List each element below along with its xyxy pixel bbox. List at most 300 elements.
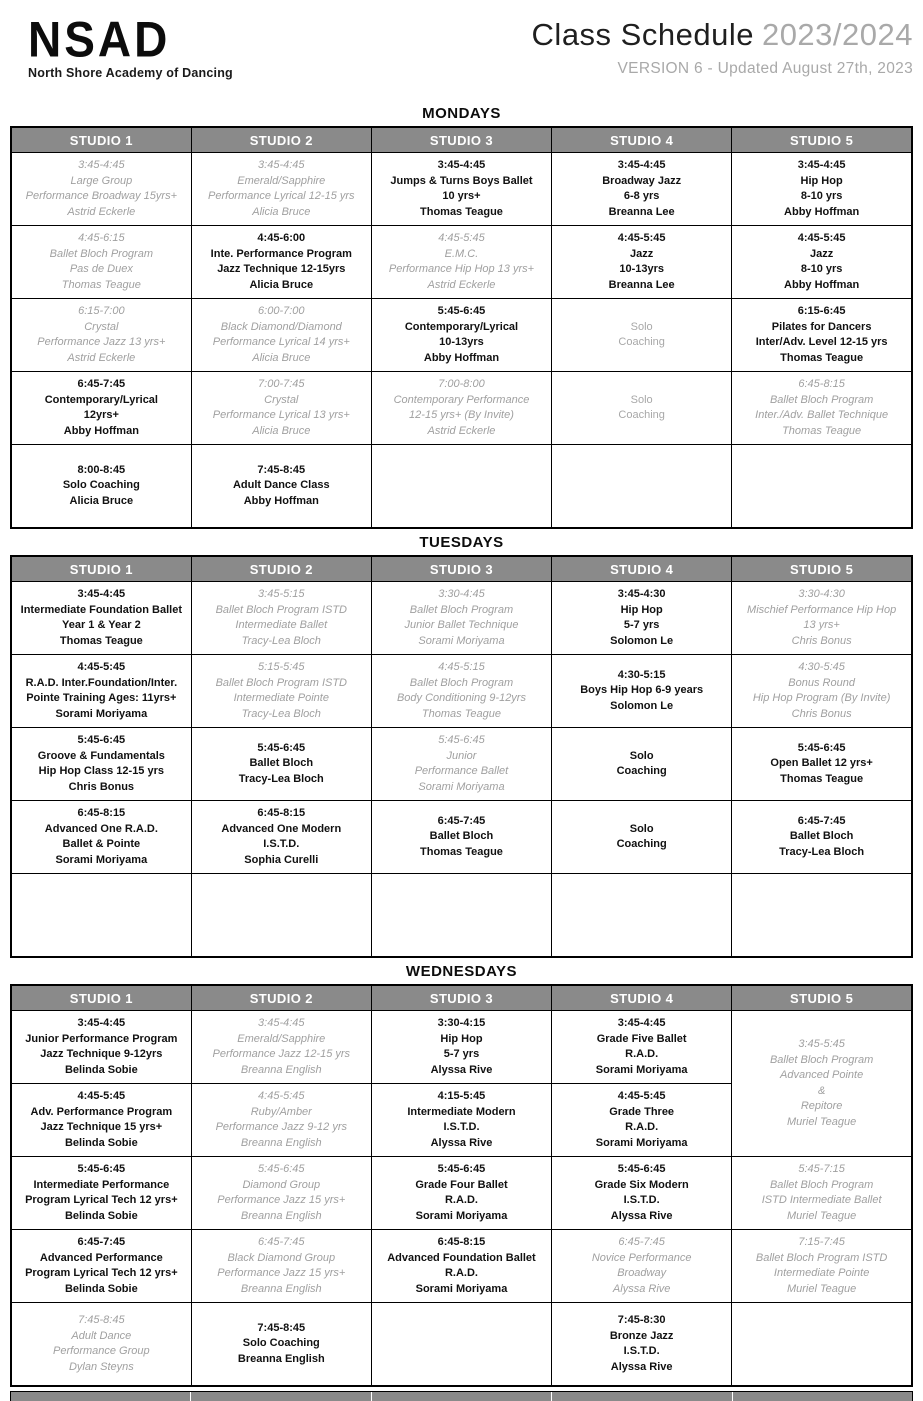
class-line: 5-7 yrs [623, 619, 660, 631]
class-cell [11, 299, 191, 372]
wednesdays-schedule-table [10, 984, 913, 1387]
class-line: Thomas Teague [420, 845, 503, 858]
class-line: Alyssa Rive [612, 1282, 671, 1295]
studio-header: STUDIO 5 [732, 985, 912, 1011]
class-cell [732, 801, 912, 874]
class-line: Tracy-Lea Bloch [241, 634, 321, 647]
class-cell [191, 582, 371, 655]
class-line: 4:45-5:45 [258, 1090, 305, 1102]
class-cell [552, 1084, 732, 1157]
schedule-row [11, 226, 912, 299]
class-cell [732, 1157, 912, 1230]
tuesdays-schedule-table [10, 555, 913, 958]
class-cell [732, 1011, 912, 1157]
class-cell [552, 1157, 732, 1230]
schedule-row [11, 1011, 912, 1084]
class-line: Repitore [800, 1100, 843, 1112]
class-line: 3:30-4:30 [798, 588, 845, 600]
class-line: Performance Jazz 12-15 yrs [212, 1048, 351, 1060]
class-line: Inter/Adv. Level 12-15 yrs [755, 336, 888, 348]
class-line: Sorami Moriyama [418, 634, 505, 647]
class-line: Alicia Bruce [252, 351, 311, 364]
class-line: Sorami Moriyama [595, 1063, 688, 1076]
studio-header: STUDIO 4 [552, 127, 732, 153]
class-line: Performance Hip Hop 13 yrs+ [388, 263, 535, 275]
class-cell [552, 153, 732, 226]
class-line: Broadway Jazz [602, 174, 682, 187]
class-line: Advanced Pointe [780, 1069, 864, 1081]
class-cell [191, 299, 371, 372]
class-line: Advanced Foundation Ballet [387, 1251, 536, 1264]
class-line: 3:45-4:45 [617, 1017, 666, 1029]
class-cell [191, 1011, 371, 1084]
class-line: Hip Hop Class 12-15 yrs [38, 765, 165, 777]
class-line: Thomas Teague [780, 772, 864, 785]
class-line: Solo Coaching [62, 479, 140, 492]
studio-header: STUDIO 1 [11, 985, 191, 1011]
studio-header-row [11, 556, 912, 582]
class-line: Jazz [810, 247, 834, 260]
class-line: 6:45-7:45 [797, 814, 846, 827]
class-line: Solo [629, 749, 654, 762]
cutoff-header-cell [11, 1392, 191, 1401]
class-line: E.M.C. [444, 247, 479, 260]
schedule-row [11, 874, 912, 958]
class-cell [371, 153, 551, 226]
empty-cell [732, 874, 912, 958]
empty-cell [732, 445, 912, 529]
schedule-row [11, 728, 912, 801]
class-line: 6:15-6:45 [797, 305, 846, 317]
class-line: Ruby/Amber [250, 1105, 312, 1118]
class-line: Solo [630, 393, 653, 406]
class-line: Junior [446, 749, 477, 762]
class-cell [552, 1011, 732, 1084]
empty-cell [552, 445, 732, 529]
class-line: Ballet Bloch [789, 830, 854, 843]
class-line: Solomon Le [610, 634, 674, 647]
class-line: Performance Broadway 15yrs+ [25, 190, 177, 202]
class-line: Performance Jazz 13 yrs+ [37, 336, 166, 348]
class-cell [552, 801, 732, 874]
logo-tagline: North Shore Academy of Dancing [28, 66, 233, 80]
class-line: 3:30-4:45 [438, 588, 485, 600]
schedule-row [11, 1303, 912, 1387]
class-line: Performance Group [53, 1345, 150, 1357]
class-cell [11, 445, 191, 529]
class-line: Hip Hop [620, 603, 663, 616]
class-line: Alicia Bruce [252, 424, 311, 437]
class-line: 3:45-4:45 [437, 159, 486, 171]
class-line: Performance Ballet [414, 765, 509, 777]
class-line: Intermediate Foundation Ballet [20, 603, 183, 616]
class-line: Belinda Sobie [64, 1063, 138, 1076]
class-line: Chris Bonus [791, 634, 852, 647]
class-cell [732, 728, 912, 801]
class-line: R.A.D. [625, 1121, 659, 1133]
class-line: Program Lyrical Tech 12 yrs+ [25, 1267, 178, 1279]
class-line: 5:45-6:45 [437, 305, 486, 317]
class-line: Breanna Lee [608, 205, 675, 218]
class-line: 4:45-5:45 [77, 661, 126, 673]
class-line: Breanna English [237, 1352, 325, 1365]
class-line: 13 yrs+ [803, 619, 840, 631]
class-line: I.S.T.D. [443, 1121, 480, 1133]
class-cell [552, 372, 732, 445]
class-line: 8-10 yrs [800, 190, 843, 202]
class-cell [732, 582, 912, 655]
class-line: Sorami Moriyama [595, 1136, 688, 1149]
class-line: 5:45-6:45 [797, 741, 846, 754]
class-cell [371, 1011, 551, 1084]
class-line: 3:45-4:45 [78, 159, 125, 171]
class-line: Sorami Moriyama [415, 1209, 508, 1222]
class-line: Jazz Technique 15 yrs+ [40, 1121, 163, 1133]
class-line: Jazz Technique 12-15yrs [217, 263, 346, 275]
class-line: 3:45-5:15 [258, 588, 305, 600]
class-line: 10-13yrs [619, 263, 664, 275]
class-cell [11, 1157, 191, 1230]
class-line: Tracy-Lea Bloch [238, 772, 324, 785]
class-cell [11, 1230, 191, 1303]
class-line: Thomas Teague [421, 707, 502, 720]
class-cell [191, 372, 371, 445]
class-line: Sorami Moriyama [415, 1282, 508, 1295]
class-line: Sorami Moriyama [418, 780, 505, 793]
class-line: Boys Hip Hop 6-9 years [580, 684, 704, 697]
class-line: 7:00-8:00 [438, 378, 485, 390]
studio-header: STUDIO 1 [11, 127, 191, 153]
class-line: Solomon Le [610, 699, 674, 712]
class-line: 6:45-8:15 [798, 378, 845, 390]
class-line: 6:45-7:45 [77, 378, 126, 390]
class-line: Body Conditioning 9-12yrs [396, 692, 526, 704]
class-line: Adult Dance Class [232, 479, 330, 492]
studio-header: STUDIO 5 [732, 127, 912, 153]
class-line: Pas de Duex [69, 263, 133, 275]
class-line: Intermediate Pointe [773, 1267, 870, 1279]
class-line: Ballet Bloch Program [409, 676, 514, 689]
class-line: 5:45-6:45 [438, 734, 485, 746]
class-line: 5:45-6:45 [77, 734, 126, 746]
class-line: 6:45-8:15 [257, 807, 306, 819]
class-line: 7:15-7:45 [798, 1236, 845, 1248]
class-line: Performance Jazz 15 yrs+ [217, 1194, 346, 1206]
class-line: 4:45-5:45 [617, 1090, 666, 1102]
class-line: Tracy-Lea Bloch [779, 845, 865, 858]
class-line: Hip Hop Program (By Invite) [752, 692, 891, 704]
class-line: Ballet Bloch [429, 830, 494, 843]
class-line: Muriel Teague [786, 1209, 857, 1222]
schedule-row [11, 153, 912, 226]
class-line: Hip Hop [800, 174, 843, 187]
cutoff-table-header [10, 1391, 913, 1401]
class-line: Black Diamond Group [227, 1251, 336, 1264]
class-line: Thomas Teague [59, 634, 143, 647]
class-cell [371, 1230, 551, 1303]
class-cell [732, 372, 912, 445]
class-line: Alyssa Rive [610, 1209, 673, 1222]
class-line: Ballet & Pointe [62, 838, 141, 850]
day-title-wednesdays: WEDNESDAYS [405, 963, 518, 980]
class-line: Alyssa Rive [430, 1136, 493, 1149]
class-line: Solo Coaching [242, 1337, 320, 1350]
class-cell [552, 655, 732, 728]
class-line: Contemporary/Lyrical [44, 393, 158, 406]
class-cell [371, 1157, 551, 1230]
class-line: Belinda Sobie [64, 1282, 138, 1295]
class-line: Thomas Teague [61, 278, 141, 291]
class-line: 4:45-5:45 [77, 1090, 126, 1102]
schedule-row [11, 1230, 912, 1303]
class-cell [11, 153, 191, 226]
nsad-logo: NSAD [28, 10, 171, 68]
empty-cell [371, 445, 551, 529]
class-cell [732, 655, 912, 728]
schedule-row [11, 801, 912, 874]
class-line: Contemporary/Lyrical [404, 320, 519, 333]
class-line: Sophia Curelli [244, 853, 319, 866]
title-block [532, 8, 913, 78]
class-line: 4:45-6:00 [257, 232, 306, 244]
class-line: 7:45-8:30 [617, 1314, 666, 1326]
class-line: 10 yrs+ [442, 190, 481, 202]
class-line: Solo [629, 822, 654, 835]
class-cell [11, 226, 191, 299]
day-title-mondays: MONDAYS [422, 105, 501, 122]
class-line: Inter./Adv. Ballet Technique [755, 409, 889, 421]
class-cell [191, 801, 371, 874]
class-line: Thomas Teague [420, 205, 503, 218]
class-line: Mischief Performance Hip Hop [747, 603, 897, 616]
class-line: Jumps & Turns Boys Ballet [390, 174, 533, 187]
class-cell [732, 299, 912, 372]
class-line: Pointe Training Ages: 11yrs+ [26, 692, 177, 704]
class-line: 4:15-5:45 [437, 1090, 486, 1102]
class-line: 8-10 yrs [800, 263, 843, 275]
class-line: Coaching [618, 409, 665, 421]
class-line: 6-8 yrs [623, 190, 660, 202]
studio-header: STUDIO 2 [191, 985, 371, 1011]
class-line: Ballet Bloch Program ISTD [755, 1251, 888, 1264]
class-line: 6:45-7:45 [437, 814, 486, 827]
studio-header: STUDIO 3 [371, 556, 551, 582]
class-cell [11, 372, 191, 445]
class-cell [371, 801, 551, 874]
class-line: 7:45-8:45 [257, 463, 306, 476]
class-cell [11, 801, 191, 874]
class-line: Advanced One Modern [221, 822, 342, 835]
studio-header: STUDIO 5 [732, 556, 912, 582]
class-line: 3:45-5:45 [798, 1038, 845, 1050]
class-line: Black Diamond/Diamond [220, 320, 342, 333]
class-line: Ballet Bloch Program ISTD [215, 603, 347, 616]
empty-cell [191, 874, 371, 958]
class-line: 5:45-6:45 [617, 1163, 666, 1175]
class-line: Advanced Performance [39, 1251, 163, 1264]
cutoff-header-cell [372, 1392, 552, 1401]
class-line: I.S.T.D. [263, 838, 300, 850]
class-line: Diamond Group [242, 1178, 321, 1191]
class-line: Ballet Bloch [249, 757, 314, 770]
class-line: Broadway [617, 1267, 667, 1279]
class-line: Groove & Fundamentals [37, 749, 165, 762]
class-cell [191, 728, 371, 801]
class-line: 4:45-5:45 [438, 232, 485, 244]
schedule-row [11, 445, 912, 529]
class-line: Alicia Bruce [69, 494, 134, 507]
logo-block [10, 8, 233, 80]
day-title-tuesdays: TUESDAYS [419, 534, 504, 551]
cutoff-header-cell [552, 1392, 732, 1401]
class-line: Inte. Performance Program [210, 247, 352, 260]
cutoff-header-cell [733, 1392, 912, 1401]
studio-header: STUDIO 2 [191, 127, 371, 153]
class-line: Coaching [616, 765, 667, 777]
class-line: Abby Hoffman [423, 351, 500, 364]
schedule-row [11, 299, 912, 372]
class-cell [552, 728, 732, 801]
class-line: Alicia Bruce [249, 278, 314, 291]
class-cell [371, 372, 551, 445]
class-line: Emerald/Sapphire [237, 174, 326, 187]
class-cell [732, 226, 912, 299]
empty-cell [552, 874, 732, 958]
class-line: Alicia Bruce [252, 205, 311, 218]
class-line: Breanna English [240, 1282, 322, 1295]
class-line: 6:45-7:45 [77, 1236, 126, 1248]
class-line: Performance Lyrical 13 yrs+ [212, 409, 350, 421]
class-line: 3:45-4:45 [258, 1017, 305, 1029]
class-line: Pilates for Dancers [771, 320, 872, 333]
class-line: R.A.D. [625, 1048, 659, 1060]
page-title-row [532, 18, 913, 52]
studio-header-row [11, 127, 912, 153]
class-line: Intermediate Modern [407, 1105, 516, 1118]
class-cell [371, 582, 551, 655]
class-line: 4:45-5:45 [797, 232, 846, 244]
class-line: Belinda Sobie [64, 1209, 138, 1222]
studio-header-row [11, 985, 912, 1011]
class-cell [552, 582, 732, 655]
class-cell [552, 1230, 732, 1303]
empty-cell [371, 1303, 551, 1387]
class-line: 6:00-7:00 [258, 305, 305, 317]
class-cell [371, 655, 551, 728]
class-line: Intermediate Pointe [233, 692, 329, 704]
class-cell [191, 1157, 371, 1230]
schedule-row [11, 655, 912, 728]
class-line: Thomas Teague [782, 424, 862, 437]
class-cell [371, 1084, 551, 1157]
class-line: Alyssa Rive [430, 1063, 493, 1076]
class-cell [11, 728, 191, 801]
class-line: R.A.D. Inter.Foundation/Inter. [25, 676, 178, 689]
class-line: Junior Performance Program [25, 1032, 178, 1045]
page-title: Class Schedule [531, 17, 754, 52]
class-line: 4:45-5:15 [438, 661, 485, 673]
class-line: Adult Dance [71, 1329, 132, 1342]
class-line: 5:15-5:45 [258, 661, 305, 673]
class-line: Breanna English [240, 1136, 322, 1149]
class-line: 5:45-6:45 [437, 1163, 486, 1175]
empty-cell [371, 874, 551, 958]
schedule-row [11, 582, 912, 655]
class-cell [11, 1084, 191, 1157]
class-line: Performance Jazz 15 yrs+ [217, 1267, 346, 1279]
class-line: 3:45-4:45 [77, 588, 126, 600]
class-cell [191, 655, 371, 728]
class-line: 5-7 yrs [443, 1048, 480, 1060]
studio-header: STUDIO 3 [371, 127, 551, 153]
class-line: Abby Hoffman [63, 424, 139, 437]
page-header [10, 8, 913, 100]
class-line: Junior Ballet Technique [404, 619, 519, 631]
schedule-year: 2023/2024 [761, 17, 913, 52]
class-cell [732, 1230, 912, 1303]
class-cell [11, 655, 191, 728]
class-line: 12-15 yrs+ (By Invite) [409, 409, 514, 421]
class-line: Belinda Sobie [64, 1136, 138, 1149]
class-line: 6:45-7:45 [258, 1236, 305, 1248]
class-cell [552, 299, 732, 372]
class-line: Bronze Jazz [609, 1329, 674, 1342]
version-note: VERSION 6 - Updated August 27th, 2023 [617, 60, 913, 77]
class-line: Ballet Bloch Program [769, 1178, 874, 1191]
class-line: Astrid Eckerle [427, 424, 496, 437]
class-cell [191, 1303, 371, 1387]
class-line: Breanna Lee [608, 278, 675, 291]
class-line: 3:45-4:45 [617, 159, 666, 171]
class-line: Thomas Teague [780, 351, 864, 364]
class-line: 4:30-5:45 [798, 661, 845, 673]
class-line: Tracy-Lea Bloch [241, 707, 321, 720]
class-line: 10-13yrs [439, 336, 484, 348]
class-line: Coaching [616, 838, 667, 850]
class-line: & [817, 1084, 826, 1097]
class-cell [732, 153, 912, 226]
class-line: 12yrs+ [83, 409, 119, 421]
class-line: 6:45-8:15 [77, 807, 126, 819]
class-line: Abby Hoffman [784, 205, 860, 218]
class-cell [11, 582, 191, 655]
schedule-row [11, 372, 912, 445]
class-line: 5:45-7:15 [798, 1163, 845, 1175]
class-line: 6:15-7:00 [78, 305, 125, 317]
class-line: ISTD Intermediate Ballet [761, 1194, 882, 1206]
class-line: 4:45-6:15 [78, 232, 125, 244]
class-line: Jazz Technique 9-12yrs [40, 1048, 163, 1060]
class-line: Dylan Steyns [68, 1360, 134, 1373]
class-cell [371, 226, 551, 299]
class-line: Intermediate Performance [33, 1178, 170, 1191]
class-line: Abby Hoffman [243, 494, 319, 507]
class-line: Sorami Moriyama [55, 707, 148, 720]
class-line: 3:45-4:45 [797, 159, 846, 171]
class-line: Emerald/Sapphire [237, 1032, 326, 1045]
class-line: 8:00-8:45 [77, 463, 126, 476]
class-line: Ballet Bloch Program [409, 603, 514, 616]
class-line: Large Group [70, 174, 133, 187]
class-line: 3:45-4:30 [617, 588, 666, 600]
class-line: Breanna English [240, 1063, 322, 1076]
class-line: Astrid Eckerle [427, 278, 496, 291]
class-line: Abby Hoffman [784, 278, 860, 291]
class-line: R.A.D. [444, 1267, 478, 1279]
class-line: I.S.T.D. [623, 1345, 660, 1357]
class-cell [191, 1230, 371, 1303]
class-line: Ballet Bloch Program [49, 247, 153, 260]
